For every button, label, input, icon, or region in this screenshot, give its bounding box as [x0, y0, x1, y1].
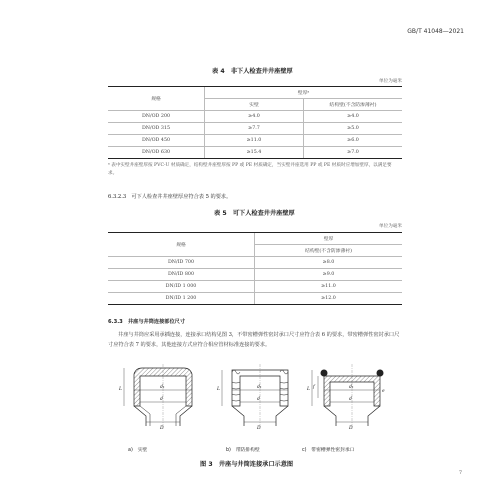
table4-caption: 表 4 非下人检查井井座壁厚 — [212, 68, 293, 75]
table-row — [108, 147, 402, 159]
table5-caption: 表 5 可下人检查井井座壁厚 — [214, 210, 295, 217]
dim-label: d — [160, 397, 163, 402]
table-cell: DN/OD 200 — [108, 111, 205, 123]
table-row — [108, 269, 402, 281]
table-row — [108, 257, 402, 269]
table-row — [108, 123, 402, 135]
table5-header-wall: 壁厚 — [255, 233, 403, 245]
table4-header-struct: 结构壁(不含防渗薄衬) — [304, 99, 403, 111]
table-cell: DN/ID 700 — [108, 257, 255, 269]
seal-ring-icon — [321, 370, 328, 377]
table-row — [108, 111, 402, 123]
table-row — [108, 281, 402, 293]
seal-ring-icon — [377, 370, 384, 377]
socket-a-drawing — [124, 364, 192, 430]
clause-6-3-2-3: 6.3.2.3 可下人检查井井座壁厚应符合表 5 的要求。 — [108, 194, 232, 200]
dim-label: L — [307, 387, 310, 392]
dim-label: d₁ — [160, 385, 165, 390]
figure3-sub-a: a) 实壁 — [128, 448, 148, 453]
table5-unit: 单位为毫米 — [379, 224, 402, 229]
dim-label: f — [313, 385, 315, 390]
dim-label: d₁ — [257, 385, 262, 390]
table-cell: ≥7.7 — [205, 123, 304, 135]
clause-6-3-3-title: 6.3.3 井座与井筒连接部位尺寸 — [108, 319, 186, 325]
table-cell: DN/ID 1 000 — [108, 281, 255, 293]
dim-label: D — [257, 426, 261, 431]
table-cell: ≥9.0 — [255, 269, 403, 281]
table-cell: DN/ID 1 200 — [108, 293, 255, 305]
table-cell: ≥11.0 — [255, 281, 403, 293]
dim-label: D — [160, 426, 164, 431]
table5-header-struct: 结构壁(不含防渗薄衬) — [255, 245, 403, 257]
table-cell: ≥12.0 — [255, 293, 403, 305]
dim-label: d₁ — [349, 385, 354, 390]
dim-label: d — [257, 397, 260, 402]
dim-label: L — [119, 387, 122, 392]
table-cell: ≥7.0 — [304, 147, 403, 159]
dim-label: D — [349, 426, 353, 431]
table4-footnote: ᵃ 表中实壁井座壁厚按 PVC-U 材质确定，结构壁井座壁厚按 PP 或 PE 材质确定，当实壁井座选用 PP 或 PE 材质时应增加壁厚，以满足要求。 — [108, 163, 392, 176]
table4-header-spec: 规格 — [108, 87, 205, 111]
page-number: 7 — [458, 470, 462, 476]
table-cell: DN/OD 315 — [108, 123, 205, 135]
figure3-caption: 图 3 井座与井筒连接承口示意图 — [200, 461, 294, 468]
dim-label: e — [382, 389, 385, 394]
table4-header-wall: 壁厚ᵃ — [205, 87, 403, 99]
table-row — [108, 135, 402, 147]
socket-c-drawing — [312, 364, 384, 430]
table-cell: ≥6.0 — [304, 135, 403, 147]
table-cell: DN/OD 630 — [108, 147, 205, 159]
table-cell: ≥4.0 — [205, 111, 304, 123]
dim-label: L — [217, 387, 220, 392]
table-cell: ≥5.0 — [304, 123, 403, 135]
table-cell: ≥8.0 — [255, 257, 403, 269]
dim-label: d — [349, 397, 352, 402]
table-cell: ≥11.0 — [205, 135, 304, 147]
figure3-sub-c: c) 带密槽弹性密封承口 — [302, 448, 355, 453]
table-cell: ≥15.4 — [205, 147, 304, 159]
clause-6-3-3-body: 井座与井筒应采用承插连接，连接承口结构见图 3，不带密槽弹性密封承口尺寸应符合表 6 的要求，带密槽弹性密封承口尺寸应符合表 7 的要求，其他连接方式应符合相应管材标准连接的要求。 — [108, 332, 400, 348]
table-row — [108, 293, 402, 305]
table5-header-spec: 规格 — [108, 233, 255, 257]
figure3-sub-b: b) 带防排构壁 — [226, 448, 260, 453]
table4 — [108, 86, 402, 159]
table-cell: DN/OD 450 — [108, 135, 205, 147]
table-cell: DN/ID 800 — [108, 269, 255, 281]
table-cell: ≥4.0 — [304, 111, 403, 123]
standard-code: GB/T 41048—2021 — [407, 28, 464, 35]
socket-b-drawing — [222, 364, 288, 430]
figure3-drawing — [112, 362, 402, 432]
table4-unit: 单位为毫米 — [379, 79, 402, 84]
table5 — [108, 232, 402, 305]
table4-header-solid: 实壁 — [205, 99, 304, 111]
